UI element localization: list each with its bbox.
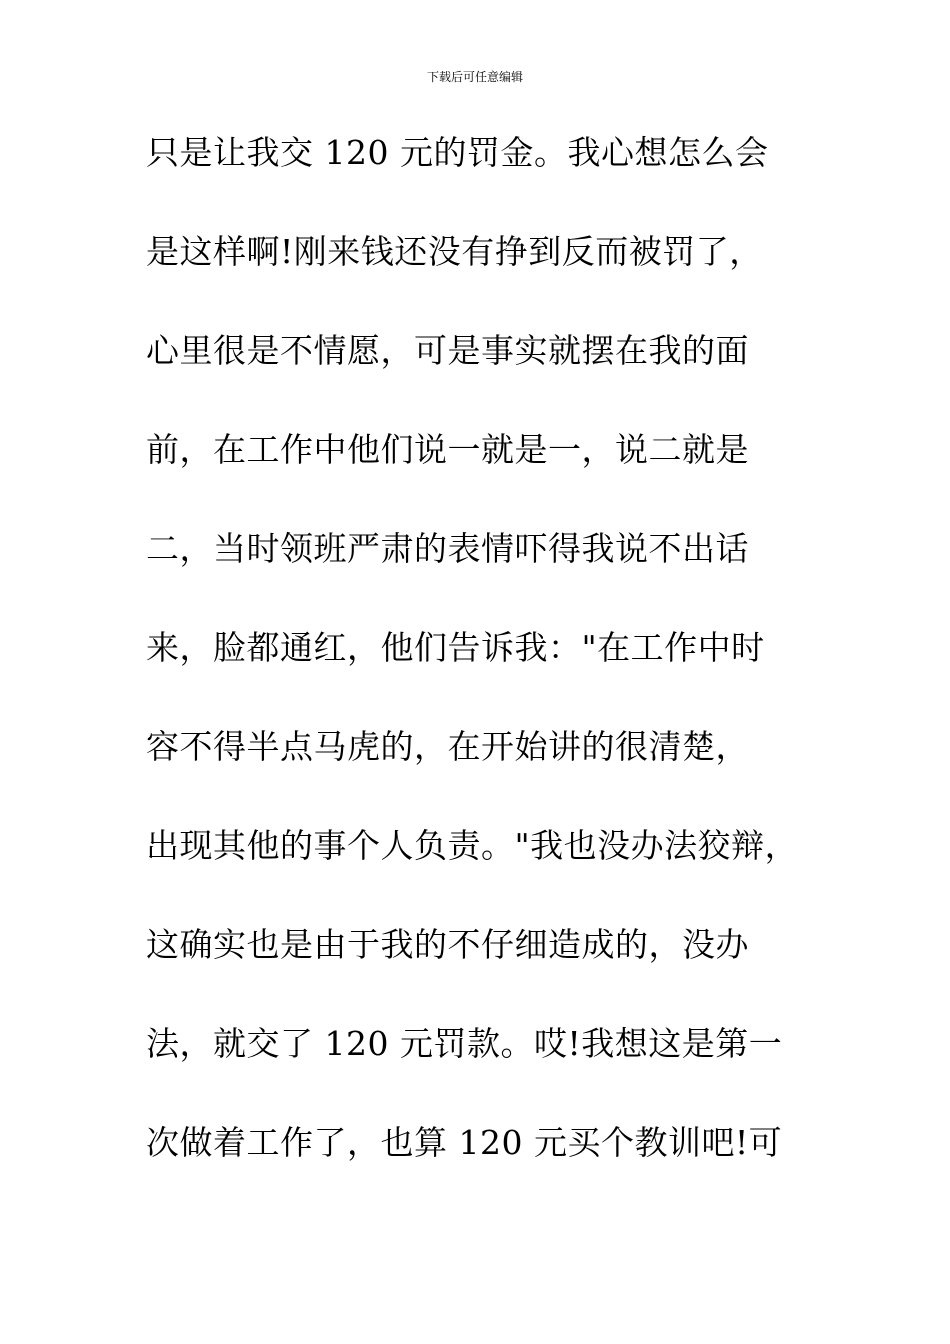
text-line: 这确实也是由于我的不仔细造成的，没办 <box>146 925 749 964</box>
text-line: 二，当时领班严肃的表情吓得我说不出话 <box>146 529 749 568</box>
text-line: 前，在工作中他们说一就是一，说二就是 <box>146 430 749 469</box>
text-line: 来，脸都通红，他们告诉我："在工作中时 <box>146 628 765 667</box>
text-line: 是这样啊!刚来钱还没有挣到反而被罚了， <box>146 232 763 271</box>
text-line: 法，就交了 120 元罚款。哎!我想这是第一 <box>146 1024 783 1063</box>
text-line: 次做着工作了，也算 120 元买个教训吧!可 <box>146 1123 783 1162</box>
page-header: 下载后可任意编辑 <box>426 70 523 84</box>
text-line: 容不得半点马虎的，在开始讲的很清楚， <box>146 727 749 766</box>
text-line: 只是让我交 120 元的罚金。我心想怎么会 <box>146 133 769 172</box>
text-line: 出现其他的事个人负责。"我也没办法狡辩， <box>146 826 799 865</box>
text-line: 心里很是不情愿，可是事实就摆在我的面 <box>146 331 749 370</box>
body-text <box>146 128 826 1217</box>
